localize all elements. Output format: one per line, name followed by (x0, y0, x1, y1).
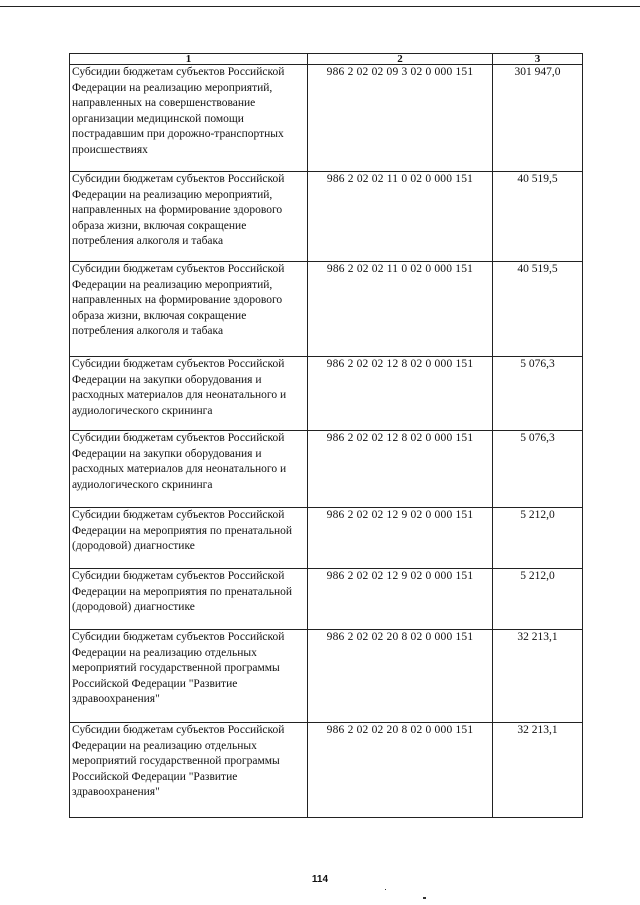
table-row (70, 723, 583, 818)
budget-table (69, 53, 583, 818)
table-row (70, 569, 583, 630)
row-name: Субсидии бюджетам субъектов Российской Федерации на реализацию отдельных мероприятий государственной программы Российской Федерации "Развитие здравоохранения" (70, 723, 308, 818)
row-name: Субсидии бюджетам субъектов Российской Федерации на реализацию мероприятий, направленных на формирование здорового образа жизни, включая сокращение потребления алкоголя и табака (70, 262, 308, 357)
table-row (70, 630, 583, 723)
scan-speck (385, 889, 386, 890)
row-code: 986 2 02 02 12 9 02 0 000 151 (308, 569, 493, 630)
table-row (70, 65, 583, 172)
row-code: 986 2 02 02 12 8 02 0 000 151 (308, 431, 493, 508)
row-name: Субсидии бюджетам субъектов Российской Федерации на реализацию отдельных мероприятий государственной программы Российской Федерации "Развитие здравоохранения" (70, 630, 308, 723)
row-name: Субсидии бюджетам субъектов Российской Федерации на реализацию мероприятий, направленных на совершенствование организации медицинской помощи пострадавшим при дорожно-транспортных происшествиях (70, 65, 308, 172)
column-header-3: 3 (493, 54, 583, 65)
table-row (70, 357, 583, 431)
row-amount: 40 519,5 (493, 172, 583, 262)
row-code: 986 2 02 02 20 8 02 0 000 151 (308, 723, 493, 818)
row-code: 986 2 02 02 11 0 02 0 000 151 (308, 262, 493, 357)
scan-speck (423, 897, 426, 899)
row-amount: 5 212,0 (493, 569, 583, 630)
row-amount: 32 213,1 (493, 723, 583, 818)
row-amount: 32 213,1 (493, 630, 583, 723)
row-name: Субсидии бюджетам субъектов Российской Федерации на закупки оборудования и расходных материалов для неонатального и аудиологического скрининга (70, 431, 308, 508)
row-amount: 5 076,3 (493, 357, 583, 431)
table-row (70, 508, 583, 569)
row-code: 986 2 02 02 20 8 02 0 000 151 (308, 630, 493, 723)
page-number: 114 (311, 874, 329, 885)
table-row (70, 262, 583, 357)
row-amount: 5 076,3 (493, 431, 583, 508)
table-row (70, 172, 583, 262)
row-amount: 40 519,5 (493, 262, 583, 357)
column-header-1: 1 (70, 54, 308, 65)
column-header-2: 2 (308, 54, 493, 65)
row-name: Субсидии бюджетам субъектов Российской Федерации на мероприятия по пренатальной (дородовой) диагностике (70, 508, 308, 569)
row-code: 986 2 02 02 12 8 02 0 000 151 (308, 357, 493, 431)
row-name: Субсидии бюджетам субъектов Российской Федерации на реализацию мероприятий, направленных на формирование здорового образа жизни, включая сокращение потребления алкоголя и табака (70, 172, 308, 262)
row-code: 986 2 02 02 12 9 02 0 000 151 (308, 508, 493, 569)
table-row (70, 431, 583, 508)
top-rule (0, 6, 640, 7)
row-code: 986 2 02 02 11 0 02 0 000 151 (308, 172, 493, 262)
row-amount: 301 947,0 (493, 65, 583, 172)
row-name: Субсидии бюджетам субъектов Российской Федерации на закупки оборудования и расходных материалов для неонатального и аудиологического скрининга (70, 357, 308, 431)
row-name: Субсидии бюджетам субъектов Российской Федерации на мероприятия по пренатальной (дородовой) диагностике (70, 569, 308, 630)
header-row (70, 54, 583, 65)
row-amount: 5 212,0 (493, 508, 583, 569)
row-code: 986 2 02 02 09 3 02 0 000 151 (308, 65, 493, 172)
